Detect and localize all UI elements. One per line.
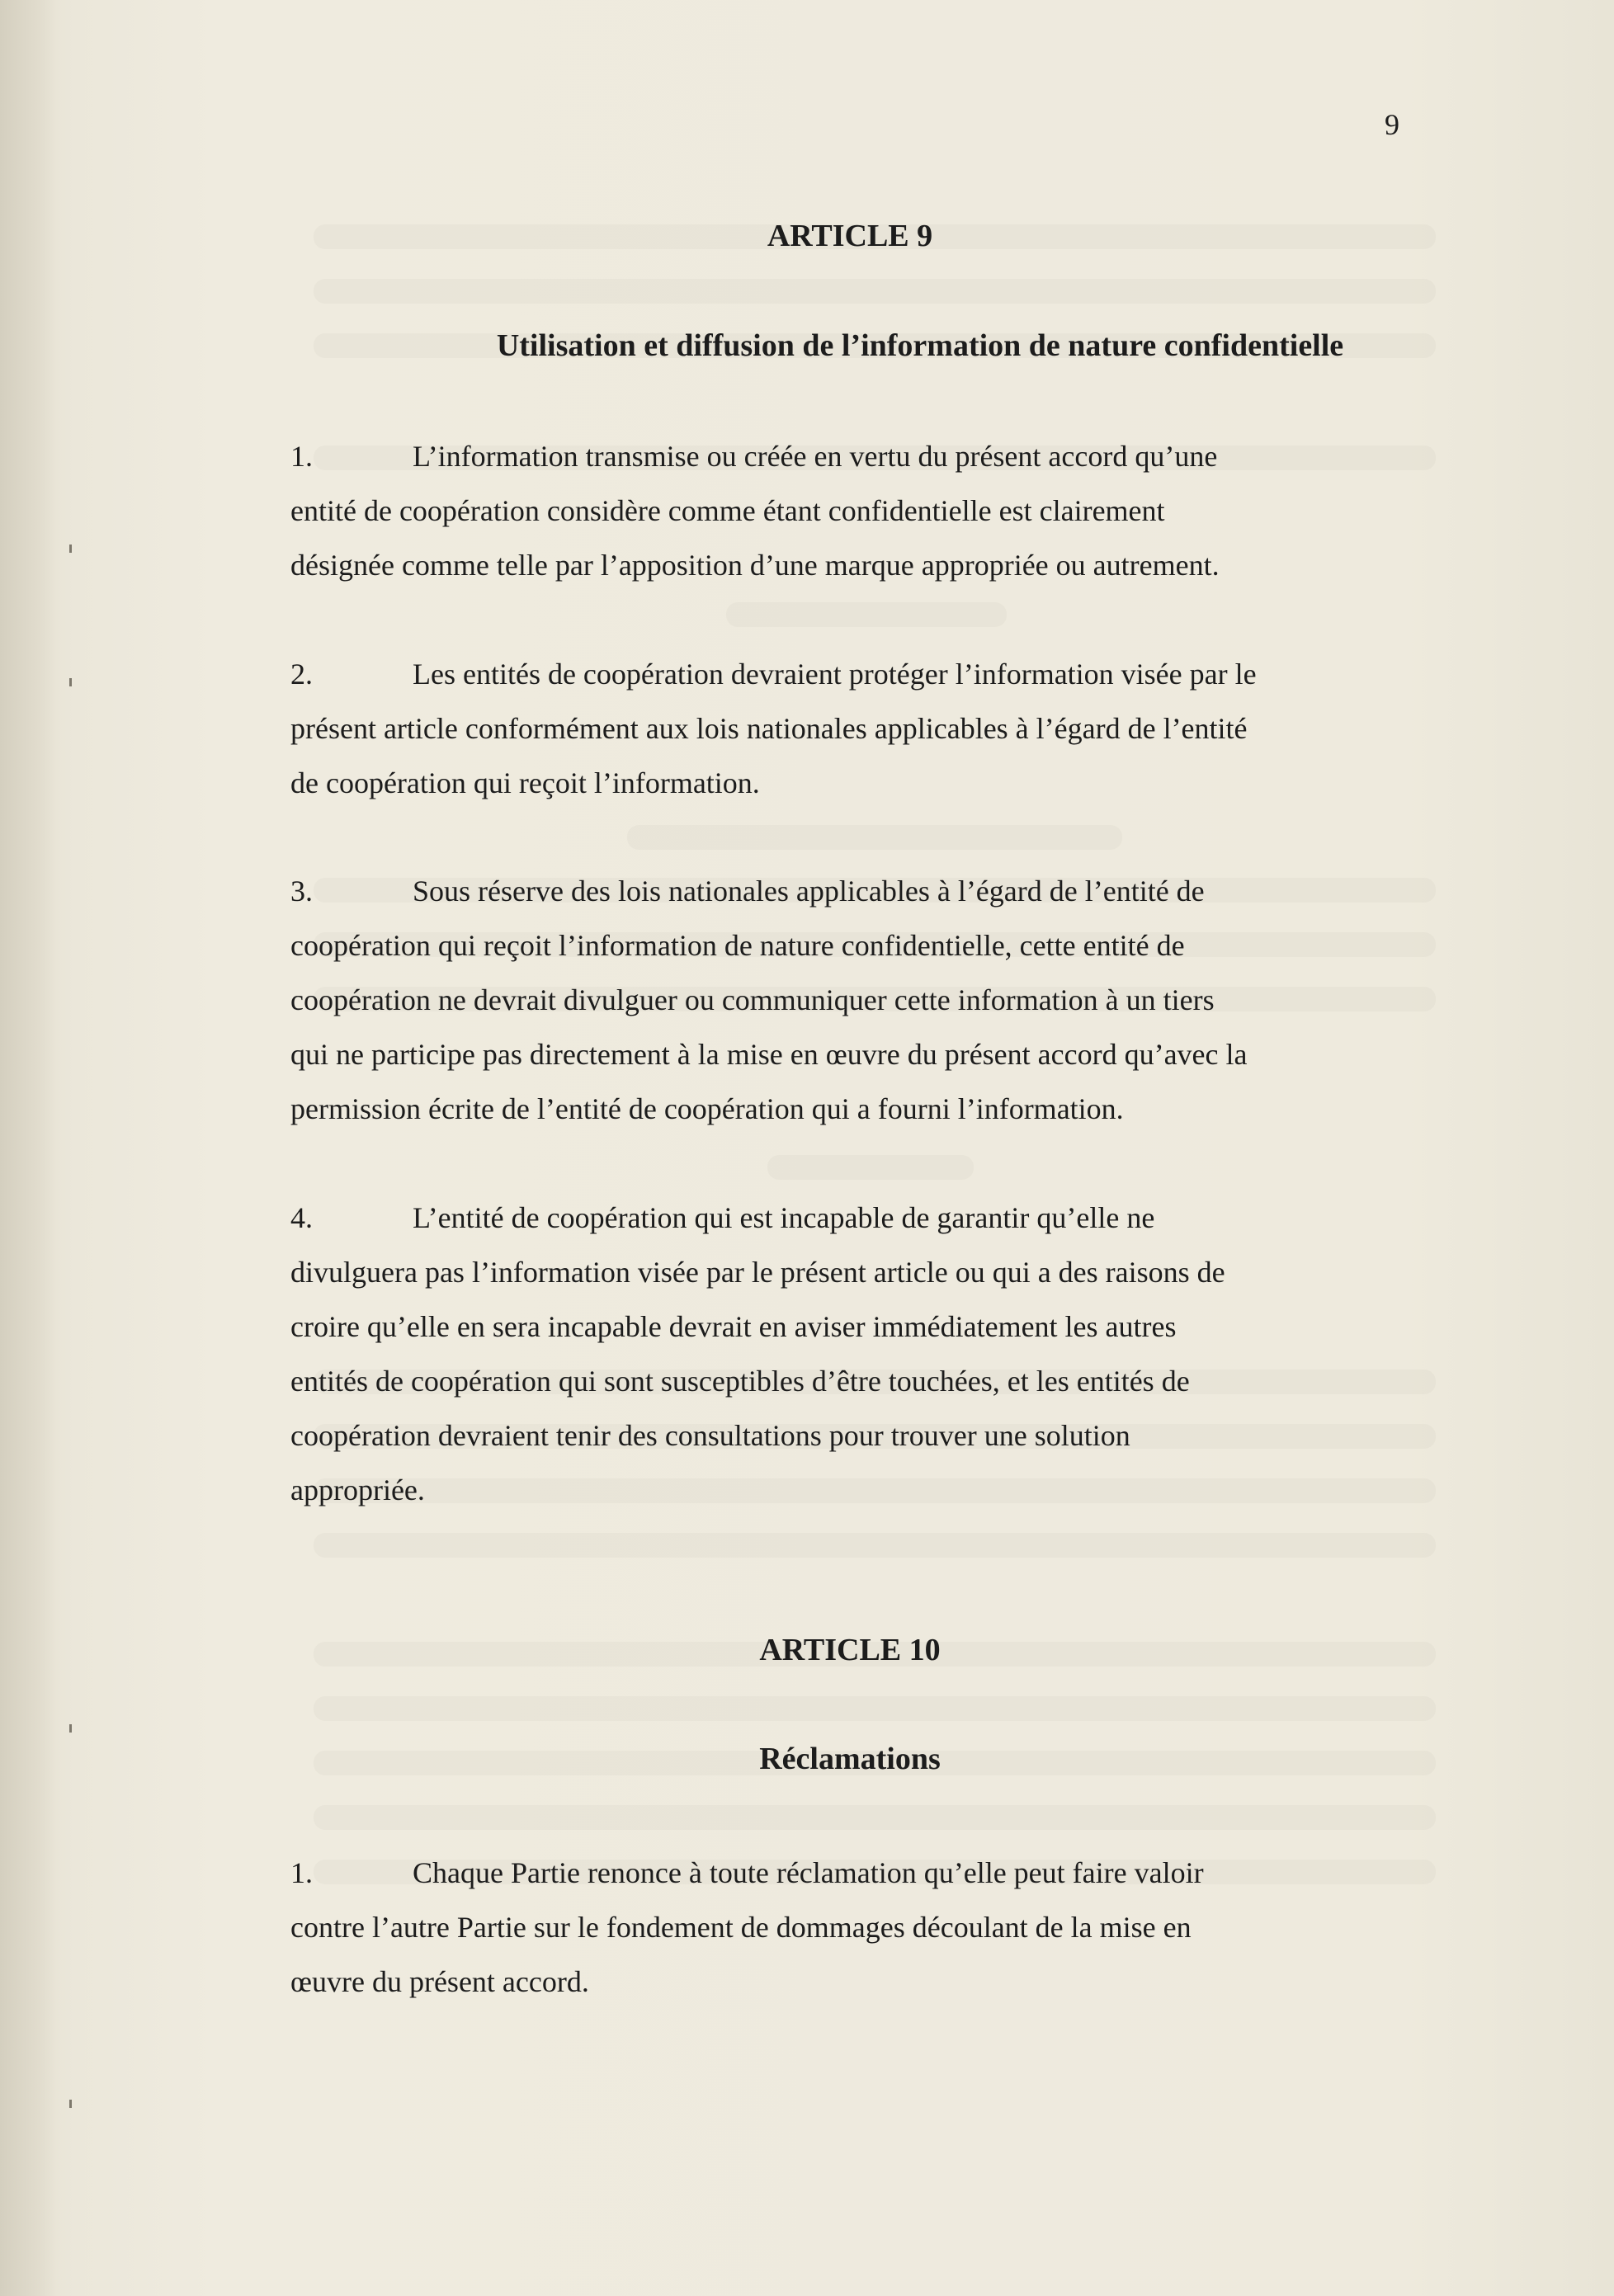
paragraph-line: permission écrite de l’entité de coopération qui a fourni l’information. bbox=[290, 1092, 1124, 1125]
paragraph-line: désignée comme telle par l’apposition d’une marque appropriée ou autrement. bbox=[290, 549, 1220, 582]
paragraph-line: contre l’autre Partie sur le fondement de dommages découlant de la mise en bbox=[290, 1911, 1192, 1944]
article-9-paragraph-2 bbox=[290, 647, 1413, 810]
paragraph-text: L’entité de coopération qui est incapable de garantir qu’elle ne bbox=[413, 1201, 1155, 1234]
paragraph-text: Les entités de coopération devraient protéger l’information visée par le bbox=[413, 658, 1257, 691]
show-through-line bbox=[726, 602, 1007, 627]
paragraph-number: 3. bbox=[290, 875, 313, 908]
show-through-line bbox=[314, 279, 1436, 304]
paragraph-line: de coopération qui reçoit l’information. bbox=[290, 766, 760, 799]
show-through-line bbox=[627, 825, 1122, 850]
paragraph-number: 1. bbox=[290, 1856, 313, 1889]
paragraph-line: coopération qui reçoit l’information de nature confidentielle, cette entité de bbox=[290, 929, 1185, 962]
paragraph-number: 1. bbox=[290, 440, 313, 473]
paragraph-line: entités de coopération qui sont susceptibles d’être touchées, et les entités de bbox=[290, 1365, 1190, 1398]
paragraph-line: coopération ne devrait divulguer ou communiquer cette information à un tiers bbox=[290, 983, 1215, 1016]
paragraph-line: divulguera pas l’information visée par le présent article ou qui a des raisons de bbox=[290, 1256, 1225, 1289]
paragraph-number: 2. bbox=[290, 658, 313, 691]
paragraph-line bbox=[290, 647, 1413, 701]
article-10-heading: ARTICLE 10 bbox=[759, 1633, 941, 1667]
paragraph-line: croire qu’elle en sera incapable devrait en aviser immédiatement les autres bbox=[290, 1310, 1177, 1343]
paragraph-line: œuvre du présent accord. bbox=[290, 1965, 589, 1998]
margin-mark bbox=[69, 2100, 72, 2108]
paragraph-line: appropriée. bbox=[290, 1473, 425, 1506]
paragraph-line: présent article conformément aux lois nationales applicables à l’égard de l’entité bbox=[290, 712, 1248, 745]
show-through-line bbox=[314, 1696, 1436, 1721]
paragraph-line bbox=[290, 429, 1413, 483]
article-9-heading: ARTICLE 9 bbox=[767, 219, 933, 253]
show-through-line bbox=[314, 1805, 1436, 1830]
paragraph-text: L’information transmise ou créée en vertu du présent accord qu’une bbox=[413, 440, 1218, 473]
article-10-paragraph-1 bbox=[290, 1846, 1413, 2009]
paragraph-number: 4. bbox=[290, 1201, 313, 1234]
article-10-title: Réclamations bbox=[759, 1742, 941, 1776]
margin-mark bbox=[69, 545, 72, 553]
paragraph-line: entité de coopération considère comme étant confidentielle est clairement bbox=[290, 494, 1165, 527]
article-9-title: Utilisation et diffusion de l’information de nature confidentielle bbox=[496, 328, 1344, 363]
paragraph-line bbox=[290, 864, 1413, 918]
paragraph-text: Sous réserve des lois nationales applicables à l’égard de l’entité de bbox=[413, 875, 1205, 908]
paragraph-text: Chaque Partie renonce à toute réclamation qu’elle peut faire valoir bbox=[413, 1856, 1204, 1889]
paragraph-line bbox=[290, 1190, 1413, 1245]
show-through-line bbox=[767, 1155, 974, 1180]
paragraph-line bbox=[290, 1846, 1413, 1900]
paragraph-line: coopération devraient tenir des consultations pour trouver une solution bbox=[290, 1419, 1130, 1452]
article-9-paragraph-1 bbox=[290, 429, 1413, 592]
margin-mark bbox=[69, 1724, 72, 1733]
article-9-paragraph-3 bbox=[290, 864, 1413, 1136]
margin-mark bbox=[69, 678, 72, 686]
paragraph-line: qui ne participe pas directement à la mise en œuvre du présent accord qu’avec la bbox=[290, 1038, 1248, 1071]
article-9-paragraph-4 bbox=[290, 1190, 1413, 1517]
show-through-line bbox=[314, 1533, 1436, 1558]
page-number: 9 bbox=[1385, 108, 1399, 141]
